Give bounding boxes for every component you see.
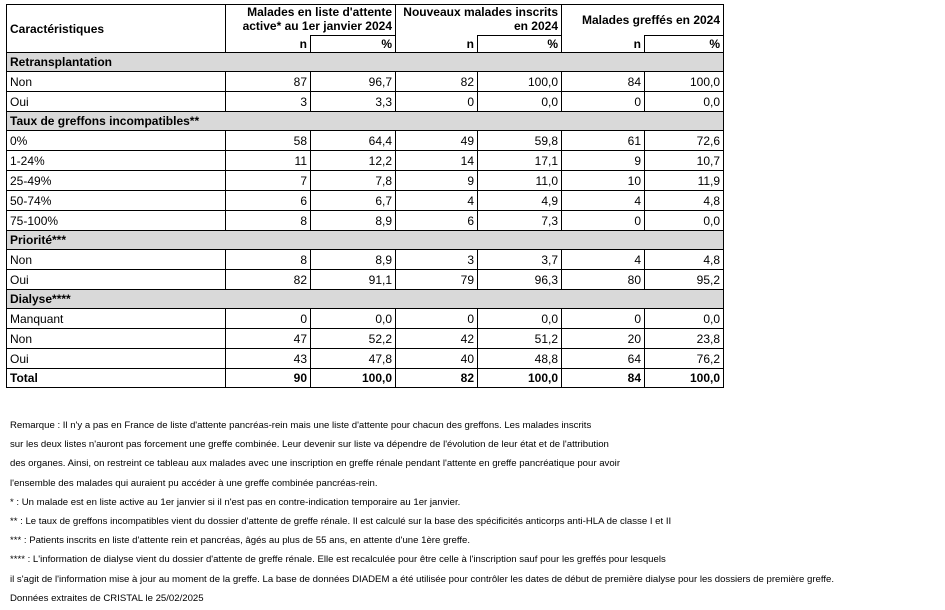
header-row	[7, 5, 724, 36]
percent-cell: 3,3	[311, 92, 396, 112]
note-line: Remarque : Il n'y a pas en France de liste d'attente pancréas-rein mais une liste d'attente pour chacun des greffons. Les malades inscrits	[10, 420, 592, 431]
table-row	[7, 191, 724, 211]
percent-cell: 8,9	[311, 250, 396, 270]
percent-cell: 0,0	[645, 211, 724, 231]
percent-cell: 72,6	[645, 131, 724, 151]
table-row	[7, 211, 724, 231]
count-cell: 42	[396, 329, 478, 349]
count-cell: 47	[226, 329, 311, 349]
row-label: Oui	[7, 92, 226, 112]
percent-cell: 11,0	[478, 171, 562, 191]
count-cell: 82	[226, 270, 311, 290]
percent-cell: 64,4	[311, 131, 396, 151]
count-cell: 6	[226, 191, 311, 211]
count-cell: 0	[562, 92, 645, 112]
row-label: Manquant	[7, 309, 226, 329]
percent-cell: 4,8	[645, 250, 724, 270]
section-title: Dialyse****	[7, 290, 724, 309]
row-label: 25-49%	[7, 171, 226, 191]
section-header-row	[7, 53, 724, 72]
count-cell: 79	[396, 270, 478, 290]
table-row	[7, 171, 724, 191]
footnotes	[10, 416, 834, 608]
count-cell: 82	[396, 72, 478, 92]
count-cell: 0	[396, 92, 478, 112]
characteristics-header: Caractéristiques	[7, 5, 226, 53]
percent-cell: 8,9	[311, 211, 396, 231]
percent-cell: 7,8	[311, 171, 396, 191]
count-cell: 7	[226, 171, 311, 191]
percent-cell: 23,8	[645, 329, 724, 349]
row-label: 1-24%	[7, 151, 226, 171]
count-cell: 8	[226, 211, 311, 231]
count-cell: 0	[226, 309, 311, 329]
count-cell: 11	[226, 151, 311, 171]
total-count-cell: 84	[562, 369, 645, 388]
section-title: Taux de greffons incompatibles**	[7, 112, 724, 131]
row-label: Oui	[7, 270, 226, 290]
percent-cell: 6,7	[311, 191, 396, 211]
count-cell: 9	[562, 151, 645, 171]
percent-cell: 0,0	[645, 92, 724, 112]
total-percent-cell: 100,0	[645, 369, 724, 388]
data-table	[6, 4, 724, 388]
percent-cell: 48,8	[478, 349, 562, 369]
percent-cell: 76,2	[645, 349, 724, 369]
group-header-transplanted: Malades greffés en 2024	[562, 5, 724, 36]
pct-header: %	[311, 36, 396, 53]
table-row	[7, 309, 724, 329]
count-cell: 0	[562, 309, 645, 329]
note-line: il s'agit de l'information mise à jour au moment de la greffe. La base de données DIADEM a été utilisée pour contrôler les dates de début de première dialyse pour les dossiers de première greffe.	[10, 573, 835, 585]
count-cell: 40	[396, 349, 478, 369]
total-count-cell: 90	[226, 369, 311, 388]
n-header: n	[396, 36, 478, 53]
total-row	[7, 369, 724, 388]
percent-cell: 52,2	[311, 329, 396, 349]
percent-cell: 3,7	[478, 250, 562, 270]
count-cell: 61	[562, 131, 645, 151]
note-line: *** : Patients inscrits en liste d'attente rein et pancréas, âgés au plus de 55 ans, en attente d'une 1ère greffe.	[10, 535, 471, 547]
count-cell: 9	[396, 171, 478, 191]
note-line: **** : L'information de dialyse vient du dossier d'attente de greffe rénale. Elle est recalculée pour être celle à l'inscription sauf pour les greffés pour lesquels	[10, 554, 666, 566]
count-cell: 84	[562, 72, 645, 92]
percent-cell: 51,2	[478, 329, 562, 349]
count-cell: 0	[562, 211, 645, 231]
percent-cell: 11,9	[645, 171, 724, 191]
table-row	[7, 270, 724, 290]
section-title: Priorité***	[7, 231, 724, 250]
note-line: sur les deux listes n'auront pas forcement une greffe combinée. Leur devenir sur liste va dépendre de l'évolution de leur état et de l'attribution	[10, 439, 609, 451]
row-label: 0%	[7, 131, 226, 151]
pct-header: %	[645, 36, 724, 53]
note-line: des organes. Ainsi, on restreint ce tableau aux malades avec une inscription en greffe rénale pendant l'attente en greffe pancréatique pour avoir	[10, 458, 621, 470]
row-label: Non	[7, 72, 226, 92]
percent-cell: 100,0	[645, 72, 724, 92]
row-label: Non	[7, 329, 226, 349]
note-line: Données extraites de CRISTAL le 25/02/2025	[10, 592, 204, 604]
percent-cell: 91,1	[311, 270, 396, 290]
percent-cell: 96,7	[311, 72, 396, 92]
n-header: n	[562, 36, 645, 53]
section-header-row	[7, 112, 724, 131]
count-cell: 20	[562, 329, 645, 349]
percent-cell: 10,7	[645, 151, 724, 171]
percent-cell: 100,0	[478, 72, 562, 92]
count-cell: 4	[562, 191, 645, 211]
row-label: Non	[7, 250, 226, 270]
total-percent-cell: 100,0	[478, 369, 562, 388]
count-cell: 43	[226, 349, 311, 369]
count-cell: 3	[396, 250, 478, 270]
table-row	[7, 329, 724, 349]
row-label: Oui	[7, 349, 226, 369]
row-label: 75-100%	[7, 211, 226, 231]
percent-cell: 17,1	[478, 151, 562, 171]
note-line: * : Un malade est en liste active au 1er janvier si il n'est pas en contre-indication temporaire au 1er janvier.	[10, 496, 461, 508]
group-header-waiting-list: Malades en liste d'attente active* au 1er janvier 2024	[226, 5, 396, 36]
n-header: n	[226, 36, 311, 53]
count-cell: 64	[562, 349, 645, 369]
row-label: 50-74%	[7, 191, 226, 211]
percent-cell: 7,3	[478, 211, 562, 231]
table-row	[7, 151, 724, 171]
count-cell: 3	[226, 92, 311, 112]
section-title: Retransplantation	[7, 53, 724, 72]
table-row	[7, 72, 724, 92]
total-label: Total	[7, 369, 226, 388]
note-line: ** : Le taux de greffons incompatibles vient du dossier d'attente de greffe rénale. Il est calculé sur la base des spécificités anticorps anti-HLA de classe I et II	[10, 515, 672, 527]
percent-cell: 47,8	[311, 349, 396, 369]
count-cell: 6	[396, 211, 478, 231]
count-cell: 0	[396, 309, 478, 329]
group-header-new-patients: Nouveaux malades inscrits en 2024	[396, 5, 562, 36]
percent-cell: 0,0	[311, 309, 396, 329]
count-cell: 10	[562, 171, 645, 191]
table-row	[7, 131, 724, 151]
section-header-row	[7, 290, 724, 309]
count-cell: 49	[396, 131, 478, 151]
percent-cell: 4,9	[478, 191, 562, 211]
pct-header: %	[478, 36, 562, 53]
count-cell: 80	[562, 270, 645, 290]
count-cell: 8	[226, 250, 311, 270]
note-line: l'ensemble des malades qui auraient pu accéder à une greffe combinée pancréas-rein.	[10, 477, 378, 489]
table-row	[7, 92, 724, 112]
percent-cell: 4,8	[645, 191, 724, 211]
percent-cell: 0,0	[478, 92, 562, 112]
total-count-cell: 82	[396, 369, 478, 388]
percent-cell: 95,2	[645, 270, 724, 290]
count-cell: 58	[226, 131, 311, 151]
count-cell: 4	[396, 191, 478, 211]
percent-cell: 0,0	[478, 309, 562, 329]
percent-cell: 0,0	[645, 309, 724, 329]
section-header-row	[7, 231, 724, 250]
table-row	[7, 349, 724, 369]
count-cell: 4	[562, 250, 645, 270]
count-cell: 87	[226, 72, 311, 92]
percent-cell: 59,8	[478, 131, 562, 151]
total-percent-cell: 100,0	[311, 369, 396, 388]
table-row	[7, 250, 724, 270]
percent-cell: 96,3	[478, 270, 562, 290]
percent-cell: 12,2	[311, 151, 396, 171]
count-cell: 14	[396, 151, 478, 171]
